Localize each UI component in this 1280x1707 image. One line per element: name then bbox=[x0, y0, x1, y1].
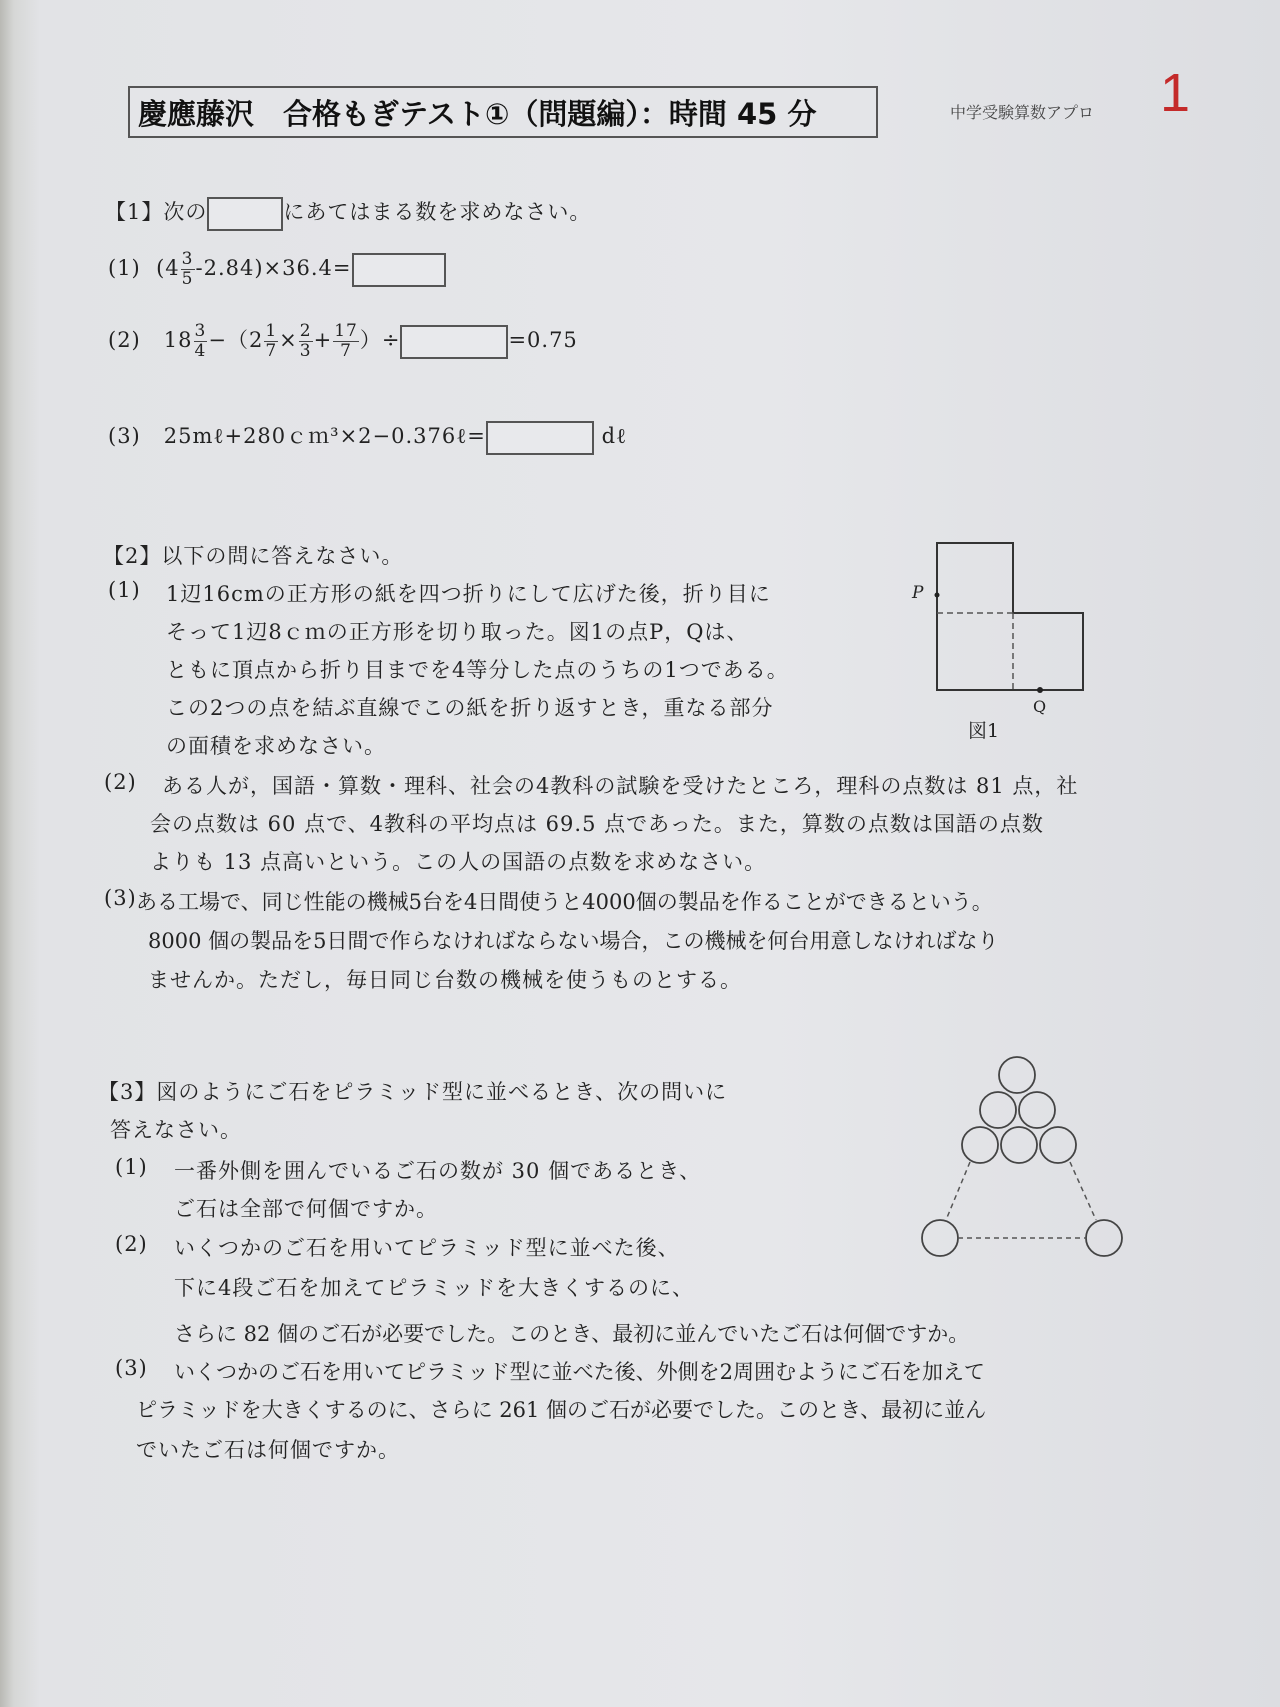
publisher-label: 中学受験算数アプロ bbox=[950, 103, 1095, 122]
question-line: よりも 13 点高いという。この人の国語の点数を求めなさい。 bbox=[150, 850, 767, 874]
question-line: ある人が，国語・算数・理科、社会の4教科の試験を受けたところ，理科の点数は 81 点，社 bbox=[162, 774, 1079, 798]
numerator: 17 bbox=[334, 321, 358, 341]
answer-box bbox=[400, 325, 508, 359]
question-line: ませんか。ただし，毎日同じ台数の機械を使うものとする。 bbox=[148, 968, 742, 992]
section2-heading: 【2】以下の問に答えなさい。 bbox=[103, 544, 404, 568]
denominator: 5 bbox=[181, 269, 194, 289]
title-box bbox=[128, 86, 878, 138]
question-number: (1) bbox=[108, 578, 141, 602]
section1-heading bbox=[105, 196, 591, 231]
numerator: 3 bbox=[194, 321, 207, 341]
denominator: 3 bbox=[299, 341, 312, 361]
expr-text: ）÷ bbox=[359, 328, 401, 352]
question-line: ともに頂点から折り目までを4等分した点のうちの1つである。 bbox=[166, 658, 789, 682]
figure-caption: 図1 bbox=[968, 720, 1000, 742]
denominator: 7 bbox=[265, 341, 278, 361]
expr-text: -2.84)×36.4= bbox=[195, 256, 352, 280]
expr-text: + bbox=[313, 328, 333, 352]
expr-text: −（2 bbox=[208, 328, 264, 352]
question-1-1 bbox=[108, 250, 446, 289]
expr-text: =0.75 bbox=[508, 328, 578, 352]
question-line: 8000 個の製品を5日間で作らなければならない場合，この機械を何台用意しなければなり bbox=[148, 929, 999, 953]
numerator: 2 bbox=[299, 321, 312, 341]
numerator: 3 bbox=[181, 249, 194, 269]
question-1-2 bbox=[108, 322, 578, 361]
question-line: の面積を求めなさい。 bbox=[166, 734, 386, 758]
heading-text: にあてはまる数を求めなさい。 bbox=[283, 200, 592, 224]
fraction bbox=[333, 322, 359, 361]
question-1-3 bbox=[108, 420, 627, 455]
question-line: 一番外側を囲んでいるご石の数が 30 個であるとき、 bbox=[174, 1159, 702, 1183]
page-number: 1 bbox=[1160, 63, 1191, 123]
question-line: ある工場で、同じ性能の機械5台を4日間使うと4000個の製品を作ることができるという。 bbox=[136, 890, 993, 914]
section3-heading: 【3】図のようにご石をピラミッド型に並べるとき、次の問いに bbox=[98, 1080, 728, 1104]
answer-box bbox=[207, 197, 283, 231]
expr-text: 25mℓ+280ｃｍ³×2−0.376ℓ= bbox=[163, 424, 486, 448]
question-line: この2つの点を結ぶ直線でこの紙を折り返すとき，重なる部分 bbox=[166, 696, 774, 720]
heading-text: 【1】次の bbox=[105, 200, 208, 224]
question-number: (2) bbox=[104, 770, 137, 794]
question-line: 下に4段ご石を加えてピラミッドを大きくするのに、 bbox=[174, 1276, 694, 1300]
denominator: 4 bbox=[194, 341, 207, 361]
answer-box bbox=[486, 421, 594, 455]
question-line: 会の点数は 60 点で、4教科の平均点は 69.5 点であった。また，算数の点数は国語の点数 bbox=[150, 812, 1044, 836]
expr-text: × bbox=[279, 328, 298, 352]
question-line: いくつかのご石を用いてピラミッド型に並べた後、 bbox=[174, 1236, 680, 1260]
question-number: (1) bbox=[115, 1155, 148, 1179]
page-title: 慶應藤沢 合格もぎテスト①（問題編）：時間 45 分 bbox=[138, 97, 817, 131]
question-line: でいたご石は何個ですか。 bbox=[136, 1438, 400, 1462]
question-line: さらに 82 個のご石が必要でした。このとき、最初に並んでいたご石は何個ですか。 bbox=[174, 1322, 970, 1346]
question-line: そって1辺8ｃｍの正方形を切り取った。図1の点P，Qは、 bbox=[166, 620, 749, 644]
figure-1-l-shape bbox=[900, 535, 1100, 750]
question-line: ご石は全部で何個ですか。 bbox=[174, 1197, 438, 1221]
section3-heading: 答えなさい。 bbox=[110, 1118, 242, 1142]
pyramid-stones-figure bbox=[910, 1050, 1130, 1270]
numerator: 1 bbox=[265, 321, 278, 341]
question-number: (3) bbox=[104, 886, 137, 910]
question-number: (3) bbox=[115, 1356, 148, 1380]
question-number: (2) bbox=[108, 328, 141, 352]
question-number: (2) bbox=[115, 1232, 148, 1256]
fraction bbox=[194, 322, 208, 361]
question-number: (1) bbox=[108, 256, 141, 280]
unit-text: dℓ bbox=[601, 424, 628, 448]
question-line: いくつかのご石を用いてピラミッド型に並べた後、外側を2周囲むようにご石を加えて bbox=[174, 1360, 985, 1384]
point-q-label: Q bbox=[1033, 697, 1047, 716]
fraction bbox=[264, 322, 278, 361]
question-line: 1辺16cmの正方形の紙を四つ折りにして広げた後，折り目に bbox=[166, 582, 771, 606]
denominator: 7 bbox=[340, 341, 352, 361]
fraction bbox=[181, 250, 195, 289]
expr-text: (4 bbox=[156, 256, 180, 280]
question-number: (3) bbox=[108, 424, 141, 448]
point-p-label: P bbox=[912, 583, 924, 603]
question-line: ピラミッドを大きくするのに、さらに 261 個のご石が必要でした。このとき、最初に並ん bbox=[136, 1398, 987, 1422]
fraction bbox=[299, 322, 313, 361]
answer-box bbox=[352, 253, 446, 287]
expr-text: 18 bbox=[163, 328, 193, 352]
